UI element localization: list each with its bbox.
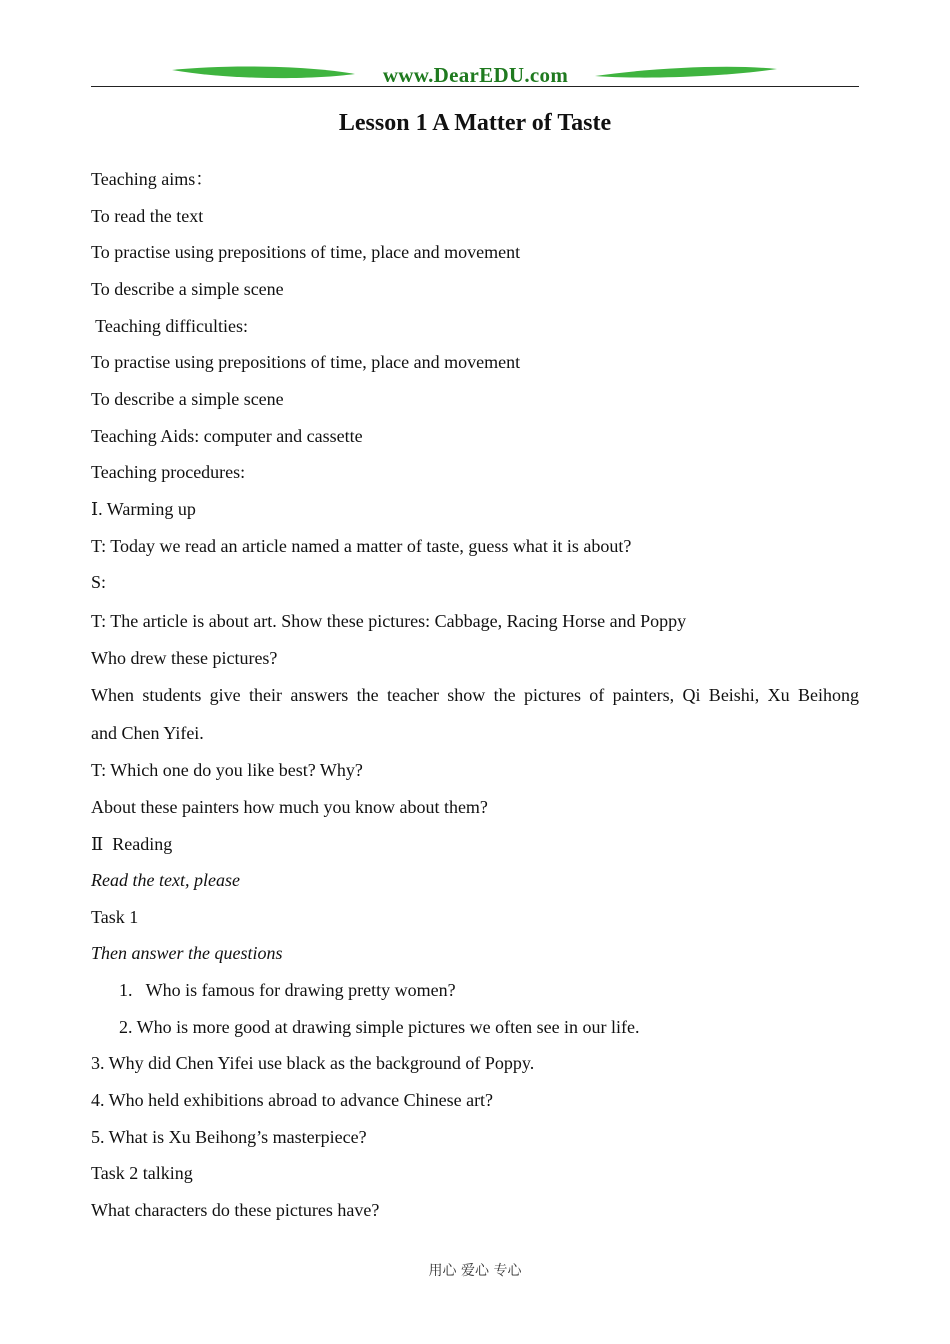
text-line: Teaching aims： (91, 169, 214, 189)
text-line: T: The article is about art. Show these pictures: Cabbage, Racing Horse and Poppy (91, 611, 687, 631)
question-item: 2. Who is more good at drawing simple pictures we often see in our life. (119, 1017, 640, 1037)
text-line: Then answer the questions (91, 943, 283, 963)
site-logo (170, 62, 780, 88)
logo-text: www.DearEDU.com (382, 63, 569, 87)
text-line: To describe a simple scene (91, 279, 284, 299)
text-line: About these painters how much you know about them? (91, 797, 488, 817)
text-line: Who drew these pictures? (91, 648, 278, 668)
text-line: T: Which one do you like best? Why? (91, 760, 363, 780)
question-item: 3. Why did Chen Yifei use black as the background of Poppy. (91, 1053, 535, 1073)
left-swoosh (172, 67, 355, 79)
text-line: What characters do these pictures have? (91, 1200, 380, 1220)
question-item: 5. What is Xu Beihong’s masterpiece? (91, 1127, 367, 1147)
text-line: S: (91, 572, 107, 592)
text-line: Teaching Aids: computer and cassette (91, 426, 363, 446)
text-line: To describe a simple scene (91, 389, 284, 409)
text-line: T: Today we read an article named a matter of taste, guess what it is about? (91, 536, 632, 556)
question-item: 1. Who is famous for drawing pretty women? (119, 980, 456, 1000)
text-line: Read the text, please (91, 870, 240, 890)
section-heading-warming-up: Ⅰ. Warming up (91, 499, 196, 519)
page-footer: 用心 爱心 专心 (428, 1263, 522, 1279)
question-item: 4. Who held exhibitions abroad to advance Chinese art? (91, 1090, 494, 1110)
text-line: Teaching difficulties: (91, 316, 249, 336)
section-heading-reading: Ⅱ Reading (91, 834, 173, 854)
page-title: Lesson 1 A Matter of Taste (338, 110, 612, 136)
text-line: and Chen Yifei. (91, 723, 204, 743)
text-line: To practise using prepositions of time, place and movement (91, 242, 521, 262)
text-line: When students give their answers the teacher show the pictures of painters, Qi Beishi, Xu Beihong (91, 685, 859, 705)
text-line: Task 1 (91, 907, 139, 927)
text-line: To read the text (91, 206, 204, 226)
text-line: Teaching procedures: (91, 462, 246, 482)
right-swoosh (595, 67, 777, 78)
text-line: To practise using prepositions of time, place and movement (91, 352, 521, 372)
text-line: Task 2 talking (91, 1163, 193, 1183)
